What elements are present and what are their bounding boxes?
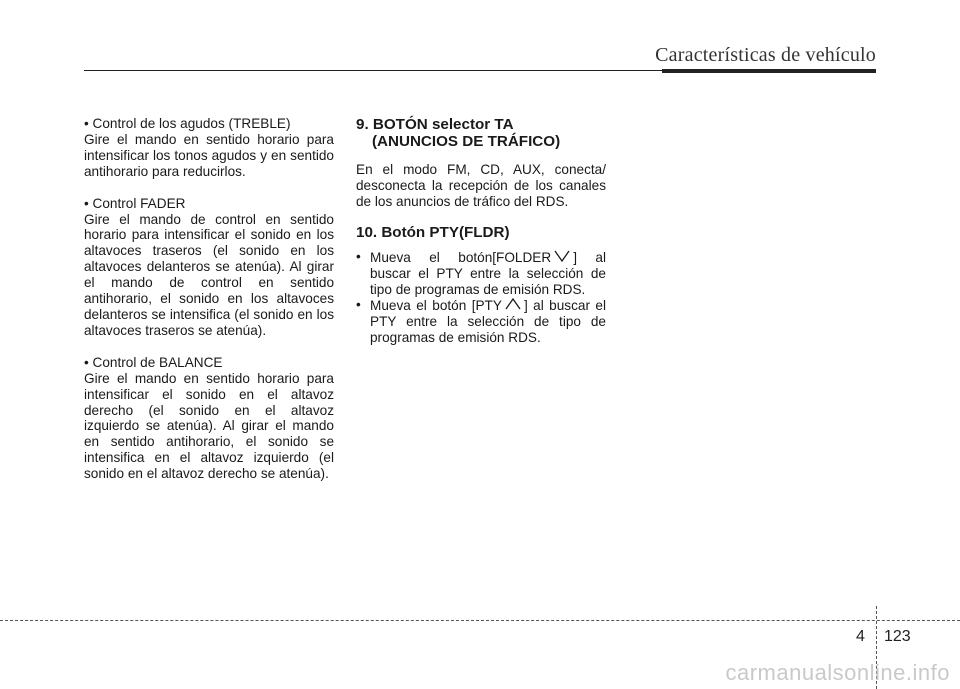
balance-heading: • Control de BALANCE	[84, 354, 223, 370]
chevron-down-icon	[553, 249, 571, 263]
middle-column	[356, 116, 606, 346]
list-item-text-before: Mueva el botón [PTY	[370, 298, 502, 314]
footer-rule	[0, 620, 960, 621]
header-rule-accent	[662, 69, 876, 73]
section-10-list	[356, 249, 606, 346]
chevron-up-icon	[504, 297, 522, 311]
list-bullet: •	[356, 248, 361, 264]
list-item-text-after: ] al buscar el PTY entre la selección de tipo de programas de emisión RDS.	[370, 298, 606, 346]
section-10-title: 10. Botón PTY(FLDR)	[356, 223, 510, 241]
watermark: carmanualsonline.info	[725, 660, 950, 685]
list-item	[356, 297, 606, 346]
list-item-text-after: ] al buscar el PTY entre la selección de tipo de programas de emisión RDS.	[370, 249, 606, 297]
section-9-title	[356, 116, 606, 150]
section-9-title-line1: 9. BOTÓN selector TA	[356, 116, 514, 133]
treble-heading: • Control de los agudos (TREBLE)	[84, 116, 291, 131]
left-column	[84, 116, 334, 482]
chapter-number: 4	[856, 628, 865, 645]
fader-body: Gire el mando de control en sentido horario para intensificar el sonido en los altavoces traseros (el sonido en los altavoces delanteros se atenúa). Al girar el mando de control en sentido antihorario, el sonido en los altavoces delanteros se intensifica (el sonido en los altavoces traseros se atenúa).	[84, 211, 334, 338]
section-9-title-line2: (ANUNCIOS DE TRÁFICO)	[372, 133, 561, 150]
section-header-title: Características de vehículo	[655, 44, 876, 66]
list-item	[356, 249, 606, 298]
balance-body: Gire el mando en sentido horario para intensificar el sonido en el altavoz derecho (el sonido en el altavoz izquierdo se atenúa). Al girar el mando en sentido antihorario, el sonido se intensifica en el altavoz izquierdo (el sonido en el altavoz derecho se atenúa).	[84, 370, 334, 482]
list-bullet: •	[356, 297, 361, 313]
treble-body: Gire el mando en sentido horario para intensificar los tonos agudos y en sentido antihorario para reducirlos.	[84, 131, 334, 179]
fader-heading: • Control FADER	[84, 195, 186, 211]
list-item-text-before: Mueva el botón[FOLDER	[370, 249, 552, 265]
page-number: 123	[884, 628, 911, 645]
section-9-body: En el modo FM, CD, AUX, conecta/ desconecta la recepción de los canales de los anuncios de tráfico del RDS.	[356, 162, 606, 209]
